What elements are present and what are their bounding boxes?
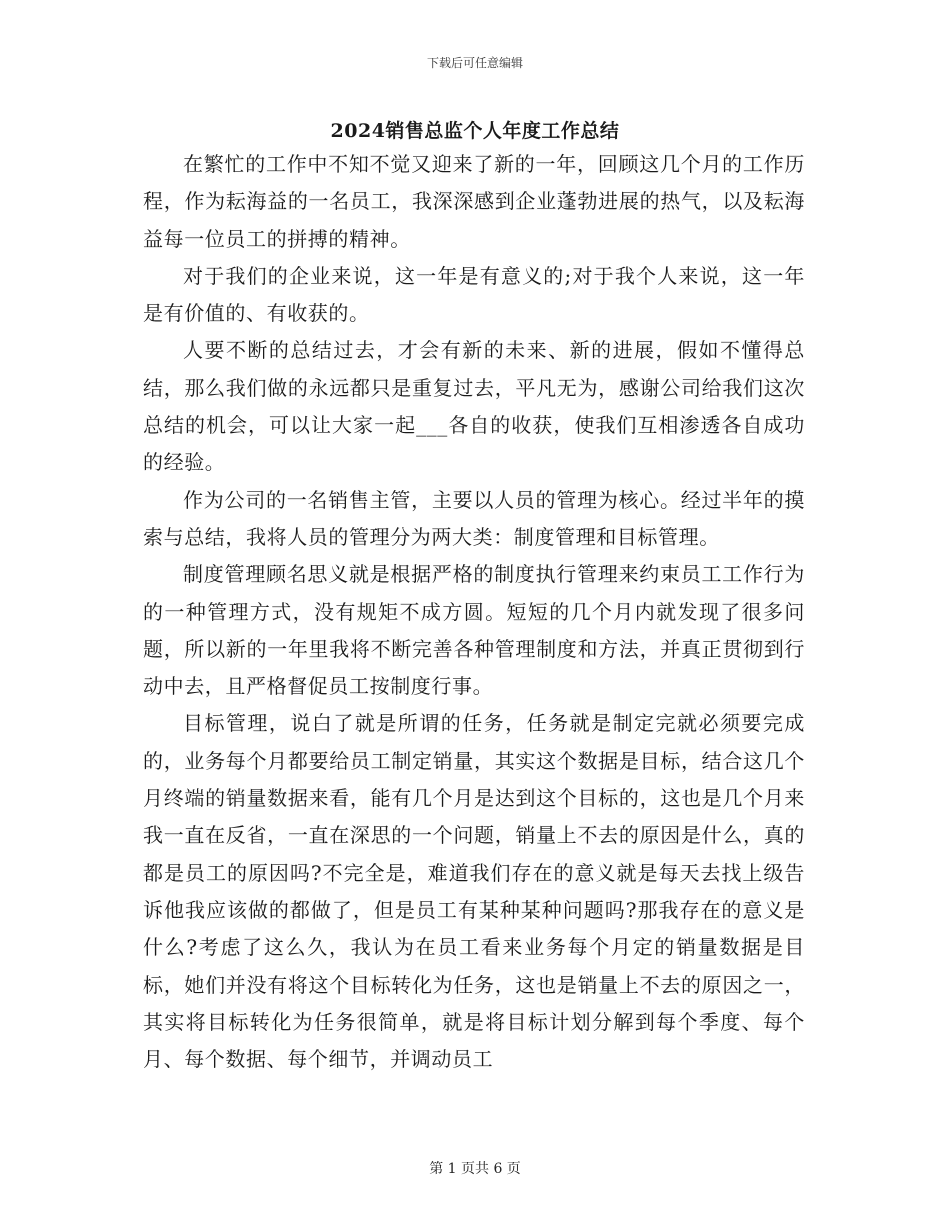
document-body (143, 146, 805, 1078)
page-number: 第 1 页共 6 页 (429, 1161, 521, 1177)
paragraph-5: 制度管理顾名思义就是根据严格的制度执行管理来约束员工工作行为的一种管理方式，没有规矩不成方圆。短短的几个月内就发现了很多问题，所以新的一年里我将不断完善各种管理制度和方法，并真正贯彻到行动中去，且严格督促员工按制度行事。 (143, 562, 805, 699)
paragraph-3: 人要不断的总结过去，才会有新的未来、新的进展，假如不懂得总结，那么我们做的永远都只是重复过去，平凡无为，感谢公司给我们这次总结的机会，可以让大家一起___各自的收获，使我们互相渗透各自成功的经验。 (143, 338, 805, 475)
paragraph-4: 作为公司的一名销售主管，主要以人员的管理为核心。经过半年的摸索与总结，我将人员的管理分为两大类：制度管理和目标管理。 (143, 487, 805, 549)
paragraph-1: 在繁忙的工作中不知不觉又迎来了新的一年，回顾这几个月的工作历程，作为耘海益的一名员工，我深深感到企业蓬勃进展的热气，以及耘海益每一位员工的拼搏的精神。 (143, 152, 805, 251)
document-title: 2024销售总监个人年度工作总结 (330, 120, 620, 142)
paragraph-2: 对于我们的企业来说，这一年是有意义的;对于我个人来说，这一年是有价值的、有收获的。 (143, 263, 805, 326)
page-header-note: 下载后可任意编辑 (426, 56, 523, 70)
paragraph-6: 目标管理，说白了就是所谓的任务，任务就是制定完就必须要完成的，业务每个月都要给员工制定销量，其实这个数据是目标，结合这几个月终端的销量数据来看，能有几个月是达到这个目标的，这也是几个月来我一直在反省，一直在深思的一个问题，销量上不去的原因是什么，真的都是员工的原因吗?不完全是，难道我们存在的意义就是每天去找上级告诉他我应该做的都做了，但是员工有某种某种问题吗?那我存在的意义是什么?考虑了这么久，我认为在员工看来业务每个月定的销量数据是目标，她们并没有将这个目标转化为任务，这也是销量上不去的原因之一，其实将目标转化为任务很简单，就是将目标计划分解到每个季度、每个月、每个数据、每个细节，并调动员工 (143, 711, 805, 1072)
